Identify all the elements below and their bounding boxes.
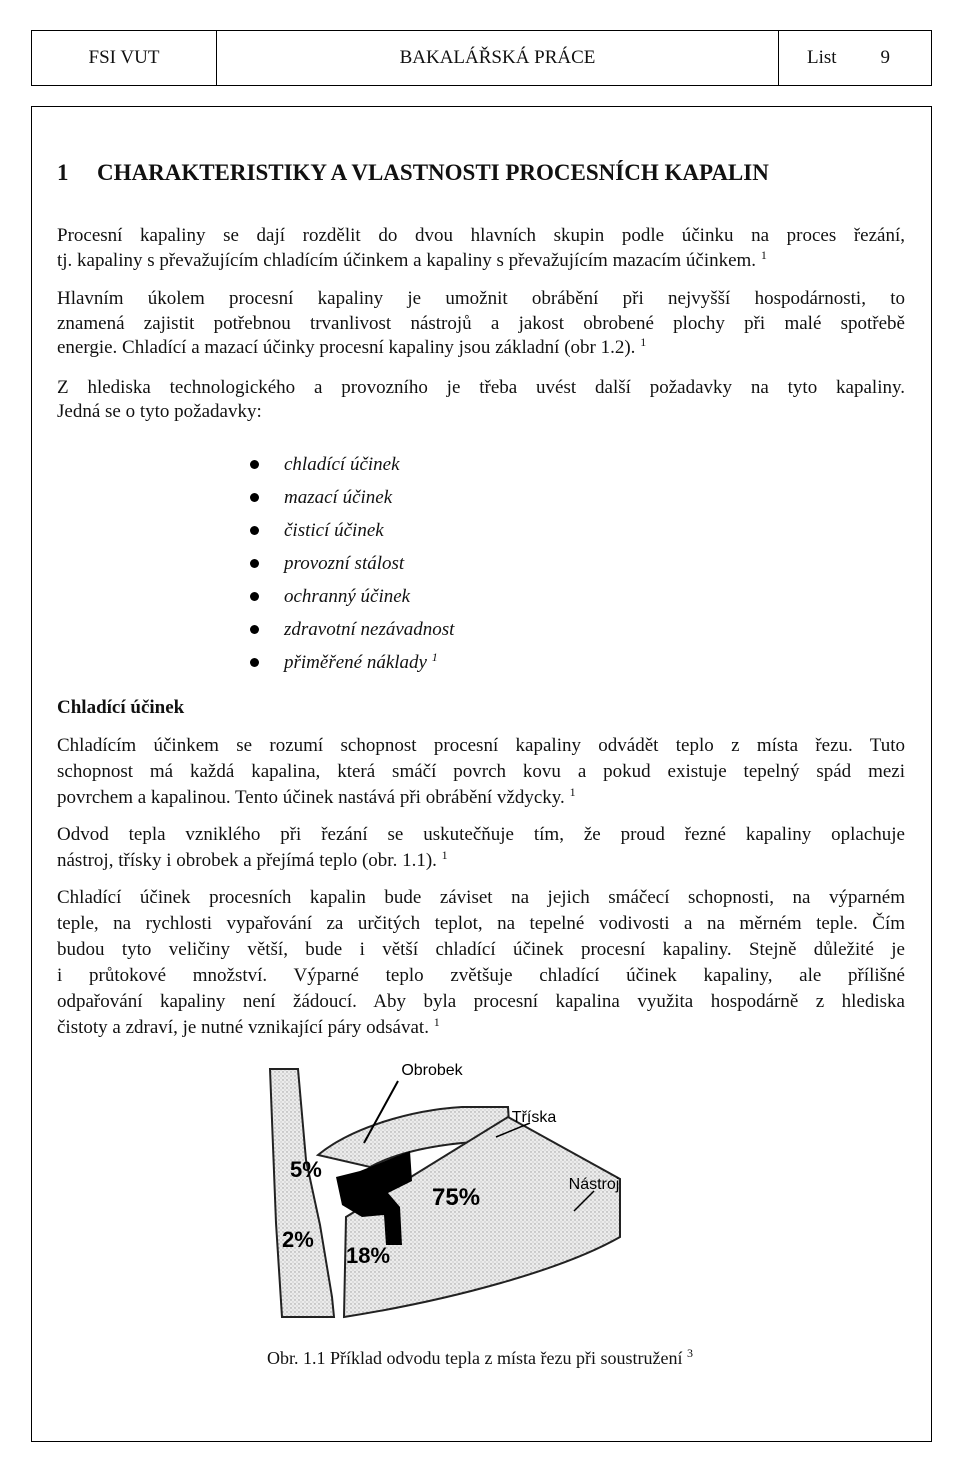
bullet-icon [250, 592, 259, 601]
p6-line-3: budou tyto veličiny větší, bude i větší chladící účinek procesní kapaliny. Stejně důležité je [57, 939, 905, 960]
bullet-icon [250, 559, 259, 568]
requirements-list [248, 448, 454, 679]
figure-caption: Obr. 1.1 Příklad odvodu tepla z místa řezu při soustružení $^3$ [267, 1346, 693, 1368]
p4-line-1: Chladícím účinkem se rozumí schopnost procesní kapaliny odvádět teplo z místa řezu. Tuto [57, 735, 905, 756]
section-number: 1 [57, 160, 69, 185]
list-item: přiměřené náklady $^1$ [248, 646, 454, 679]
subheading-cooling-effect: Chladící účinek [57, 697, 185, 718]
p3-line-2: Jedná se o tyto požadavky: [57, 401, 262, 422]
footnote-ref: 1 [569, 785, 576, 799]
p3-line-1: Z hlediska technologického a provozního je třeba uvést další požadavky na tyto kapaliny. [57, 377, 905, 398]
value-5-percent: 5% [290, 1157, 322, 1182]
p2-line-3: energie. Chladící a mazací účinky procesní kapaliny jsou základní (obr 1.2). $^1$ [57, 335, 647, 358]
header-page-number: 9 [880, 47, 890, 68]
p1-line-2: tj. kapaliny s převažujícím chladícím účinkem a kapaliny s převažujícím mazacím účinkem. $^1$ [57, 248, 767, 271]
footnote-ref: 1 [431, 650, 438, 664]
list-item: provozní stálost [248, 547, 454, 580]
footnote-ref: 1 [760, 248, 767, 262]
p6-line-2: teple, na rychlosti vypařování za určitých teplot, na tepelné vodivosti a na měrném teple. Čím [57, 913, 905, 934]
bullet-icon [250, 658, 259, 667]
bullet-icon [250, 526, 259, 535]
section-heading [57, 158, 905, 188]
list-item: čisticí účinek [248, 514, 454, 547]
p6-line-1: Chladící účinek procesních kapalin bude záviset na jejich smáčecí schopnosti, na výparném [57, 887, 905, 908]
bullet-icon [250, 625, 259, 634]
header-faculty: FSI VUT [32, 31, 217, 85]
workpiece-shape [270, 1069, 334, 1317]
section-title: CHARAKTERISTIKY A VLASTNOSTI PROCESNÍCH KAPALIN [97, 160, 769, 185]
bullet-icon [250, 493, 259, 502]
list-item: chladící účinek [248, 448, 454, 481]
list-item: ochranný účinek [248, 580, 454, 613]
footnote-ref: 1 [441, 848, 448, 862]
p5-line-2: nástroj, třísky i obrobek a přejímá teplo (obr. 1.1). $^1$ [57, 848, 448, 871]
value-2-percent: 2% [282, 1227, 314, 1252]
p4-line-2: schopnost má každá kapalina, která smáčí povrch kovu a pokud existuje tepelný spád mezi [57, 761, 905, 782]
p6-line-5: odpařování kapaliny není žádoucí. Aby byla procesní kapalina využita hospodárně z hlediska [57, 991, 905, 1012]
header-list-label: List [807, 47, 837, 68]
label-workpiece: Obrobek [401, 1062, 463, 1079]
p6-line-4: i průtokové množství. Výparné teplo zvětšuje chladící účinek kapaliny, ale přílišné [57, 965, 905, 986]
header-thesis-type: BAKALÁŘSKÁ PRÁCE [217, 31, 779, 85]
header-page-info [779, 31, 931, 85]
bullet-icon [250, 460, 259, 469]
label-chip: Tříska [511, 1109, 557, 1126]
heat-distribution-figure [262, 1055, 642, 1345]
page-header [31, 30, 932, 86]
p4-line-3: povrchem a kapalinou. Tento účinek nastává při obrábění vždycky. $^1$ [57, 785, 576, 808]
p5-line-1: Odvod tepla vzniklého při řezání se uskutečňuje tím, že proud řezné kapaliny oplachuje [57, 824, 905, 845]
footnote-ref: 1 [433, 1015, 440, 1029]
list-item: zdravotní nezávadnost [248, 613, 454, 646]
value-75-percent: 75% [432, 1184, 481, 1211]
list-item: mazací účinek [248, 481, 454, 514]
value-18-percent: 18% [346, 1243, 391, 1268]
p1-line-1: Procesní kapaliny se dají rozdělit do dvou hlavních skupin podle účinku na proces řezání, [57, 225, 905, 246]
p2-line-2: znamená zajistit potřebnou trvanlivost nástrojů a jakost obrobené plochy při malé spotřebě [57, 313, 905, 334]
p6-line-6: čistoty a zdraví, je nutné vznikající páry odsávat. $^1$ [57, 1015, 440, 1038]
footnote-ref: 1 [640, 335, 647, 349]
label-tool: Nástroj [568, 1176, 620, 1193]
footnote-ref: 3 [686, 1346, 693, 1360]
p2-line-1: Hlavním úkolem procesní kapaliny je umožnit obrábění při nejvyšší hospodárnosti, to [57, 288, 905, 309]
